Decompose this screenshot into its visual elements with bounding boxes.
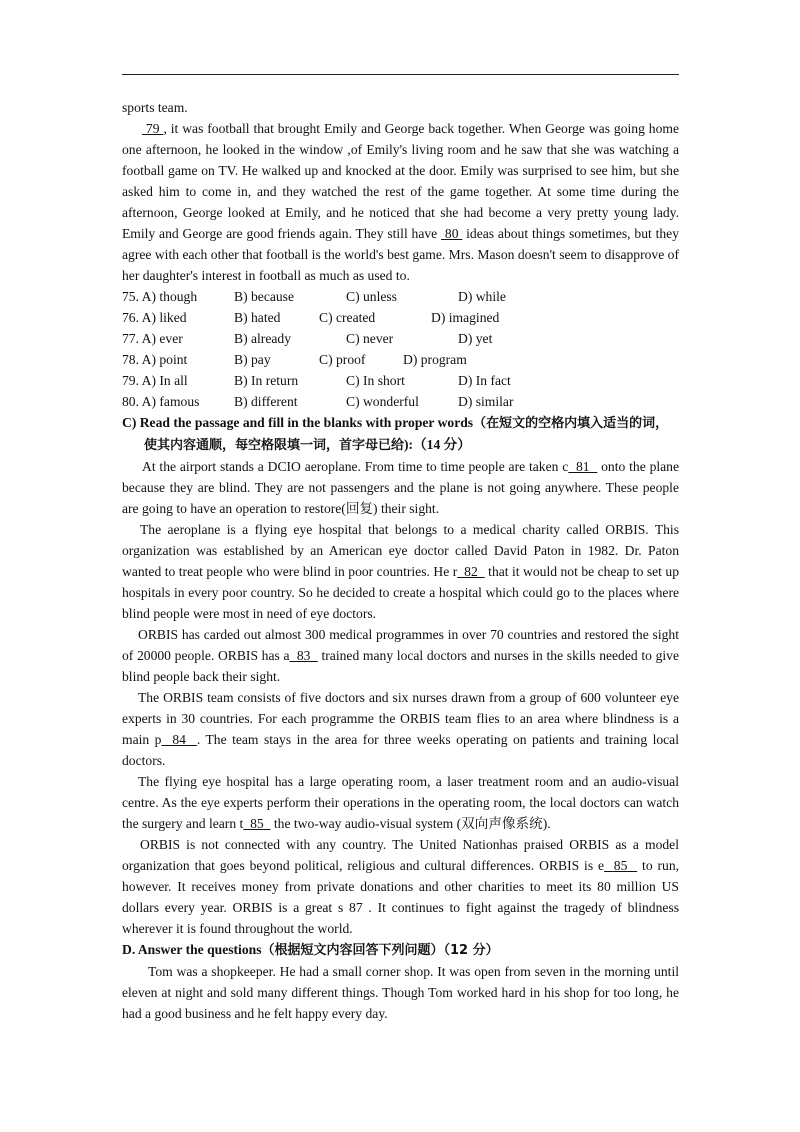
option-c: C) unless [346,289,397,304]
option-c: C) In short [346,373,405,388]
passage-c-paragraph-1: At the airport stands a DCIO aeroplane. From time to time people are taken c 81 onto the plane because they are blind. They are not passengers and the plane is not going anywhere. These people are going to have an operation to restore(回复) their sight. [122,459,680,516]
option-a: 75. A) though [122,289,198,304]
option-a: 77. A) ever [122,331,183,346]
blank-81: 81 [576,459,590,474]
section-c-heading-line2: 使其内容通顺，每空格限填一词，首字母已给):（14 分） [144,437,471,453]
option-row [122,328,679,349]
option-b: B) hated [234,310,281,325]
blank-82: 82 [464,564,478,579]
option-row [122,391,679,412]
option-c: C) proof [319,352,366,367]
option-d: D) imagined [431,310,500,325]
option-c: C) never [346,331,394,346]
option-a: 79. A) In all [122,373,188,388]
option-row [122,286,679,307]
passage-c-paragraph-5: The flying eye hospital has a large operating room, a laser treatment room and an audio-visual centre. As the eye experts perform their operations in the operating room, the local doctors can watch the surgery and learn t 85 the two-way audio-visual system (双向声像系统). [122,774,679,831]
option-d: D) yet [458,331,493,346]
passage-c-paragraph-2: The aeroplane is a flying eye hospital that belongs to a medical charity called ORBIS. This organization was established by an American eye doctor called David Paton in 1982. Dr. Paton wanted to treat people who were blind in poor countries. He r 82 that it would not be cheap to set up hospitals in every poor country. So he decided to create a hospital which could go to the places where blind people were most in need of eye doctors. [122,522,680,621]
option-d: D) program [403,352,467,367]
option-b: B) In return [234,373,299,388]
blank-87: 87 [349,900,363,915]
option-a: 78. A) point [122,352,188,367]
passage-paragraph: 79 , it was football that brought Emily and George back together. When George was going home one afternoon, he looked in the window ,of Emily's living room and he saw that she was watching a football game on TV. He walked up and knocked at the door. Emily was surprised to see him, but she asked him to come in, and they watched the rest of the game together. At some time during the afternoon, George looked at Emily, and he noticed that she had become a very pretty young lady. Emily and George are good friends again. They still have 80 ideas about things sometimes, but they agree with each other that football is the world's best game. Mrs. Mason doesn't seem to disapprove of her daughter's interest in football as much as used to. [122,121,680,283]
option-b: B) pay [234,352,271,367]
header-rule [122,74,679,75]
option-d: D) In fact [458,373,511,388]
option-d: D) while [458,289,506,304]
blank-80: 80 [444,226,459,241]
section-d-heading: D. Answer the questions（根据短文内容回答下列问题）（12 分） [122,942,499,958]
passage-continuation: sports team. [122,100,188,115]
options-list [122,286,679,412]
option-row [122,307,679,328]
passage-d-paragraph-1: Tom was a shopkeeper. He had a small corner shop. It was open from seven in the morning until eleven at night and sold many different things. Though Tom worked hard in his shop for too long, he had a good business and he felt happy every day. [122,964,679,1021]
blank-84: 84 [172,732,186,747]
exam-page [122,97,679,1024]
option-row [122,370,679,391]
option-c: C) created [319,310,376,325]
blank-85: 85 [250,816,264,831]
option-d: D) similar [458,394,514,409]
option-row [122,349,679,370]
option-b: B) different [234,394,298,409]
blank-86: 85 [613,858,628,873]
blank-83: 83 [296,648,311,663]
section-c-heading: C) Read the passage and fill in the blanks with proper words（在短文的空格内填入适当的词， [122,415,669,431]
blank-79: 79 [145,121,160,136]
option-c: C) wonderful [346,394,419,409]
passage-c-paragraph-3: ORBIS has carded out almost 300 medical programmes in over 70 countries and restored the sight of 20000 people. ORBIS has a 83 trained many local doctors and nurses in the skills needed to give blind people back their sight. [122,627,680,684]
passage-c-paragraph-4: The ORBIS team consists of five doctors and six nurses drawn from a group of 600 volunteer eye experts in 30 countries. For each programme the ORBIS team flies to an area where blindness is a main p 84 . The team stays in the area for three weeks operating on patients and training local doctors. [122,690,679,768]
option-a: 80. A) famous [122,394,200,409]
passage-c-paragraph-6: ORBIS is not connected with any country. The United Nationhas praised ORBIS as a model organization that goes beyond political, religious and cultural differences. ORBIS is e 85 to run, however. It receives money from private donations and other charities to meet its 80 million US dollars every year. ORBIS is a great s 87 . It continues to fight against the tragedy of blindness wherever it is found throughout the world. [122,837,680,936]
option-b: B) already [234,331,291,346]
option-a: 76. A) liked [122,310,187,325]
option-b: B) because [234,289,295,304]
